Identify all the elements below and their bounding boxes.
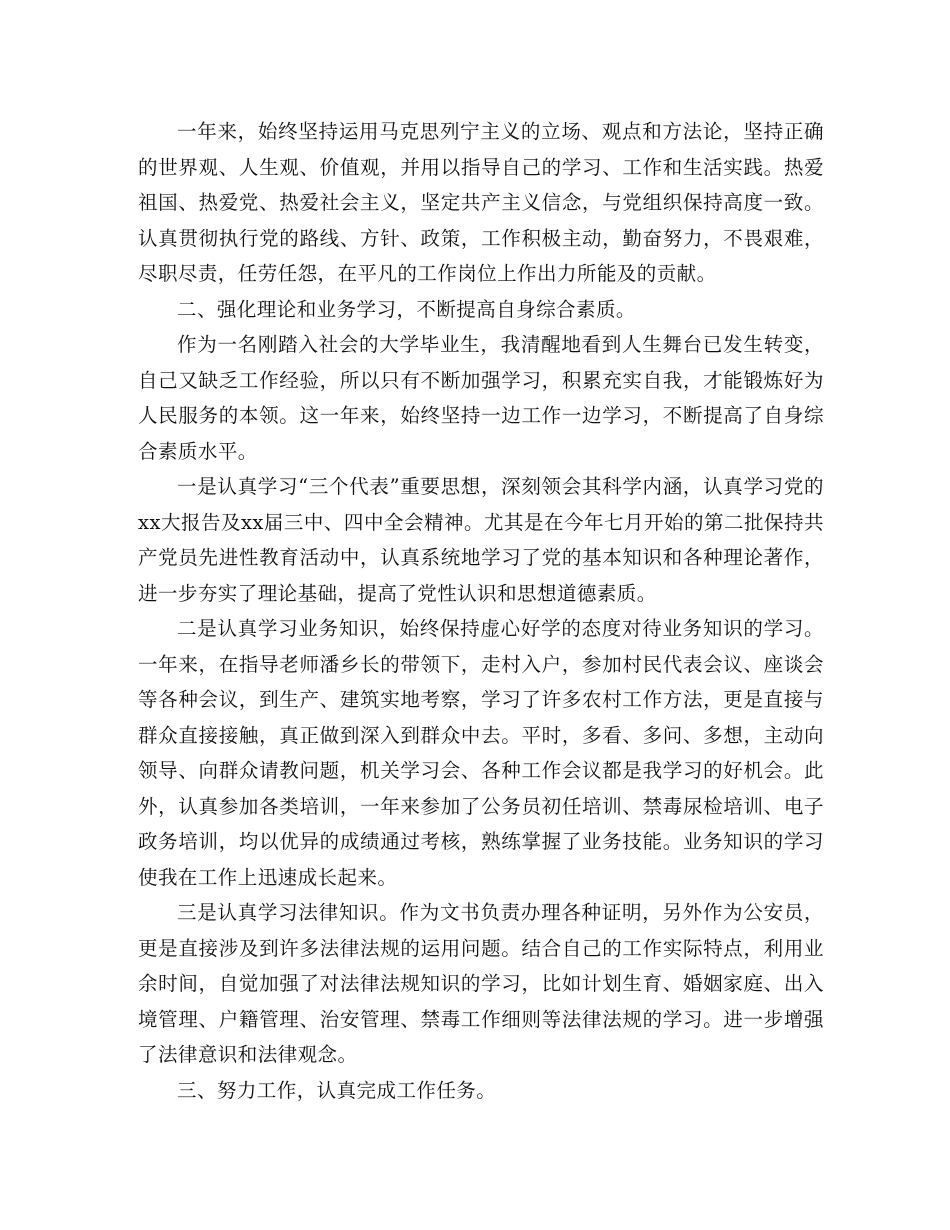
paragraph-theory-study: 一是认真学习“三个代表”重要思想，深刻领会其科学内涵，认真学习党的xx大报告及xx届三中、四中全会精神。尤其是在今年七月开始的第二批保持共产党员先进性教育活动中，认真系统地学习了党的基本知识和各种理论著作，进一步夯实了理论基础，提高了党性认识和思想道德素质。 <box>138 475 824 605</box>
paragraph-study-intro: 作为一名刚踏入社会的大学毕业生，我清醒地看到人生舞台已发生转变，自己又缺乏工作经验，所以只有不断加强学习，积累充实自我，才能锻炼好为人民服务的本领。这一年来，始终坚持一边工作一边学习，不断提高了自身综合素质水平。 <box>138 333 824 463</box>
section-heading-work: 三、努力工作，认真完成工作任务。 <box>177 1078 497 1102</box>
paragraph-overall-summary: 一年来，始终坚持运用马克思列宁主义的立场、观点和方法论，坚持正确的世界观、人生观、价值观，并用以指导自己的学习、工作和生活实践。热爱祖国、热爱党、热爱社会主义，坚定共产主义信念，与党组织保持高度一致。认真贯彻执行党的路线、方针、政策，工作积极主动，勤奋努力，不畏艰难，尽职尽责，任劳任怨，在平凡的工作岗位上作出力所能及的贡献。 <box>138 120 824 285</box>
section-heading-study: 二、强化理论和业务学习，不断提高自身综合素质。 <box>177 297 636 321</box>
paragraph-law-study: 三是认真学习法律知识。作为文书负责办理各种证明，另外作为公安员，更是直接涉及到许多法律法规的运用问题。结合自己的工作实际特点，利用业余时间，自觉加强了对法律法规知识的学习，比如计划生育、婚姻家庭、出入境管理、户籍管理、治安管理、禁毒工作细则等法律法规的学习。进一步增强了法律意识和法律观念。 <box>138 901 824 1066</box>
document-page <box>138 114 824 1108</box>
paragraph-business-study: 二是认真学习业务知识，始终保持虚心好学的态度对待业务知识的学习。一年来，在指导老师潘乡长的带领下，走村入户，参加村民代表会议、座谈会等各种会议，到生产、建筑实地考察，学习了许多农村工作方法，更是直接与群众直接接触，真正做到深入到群众中去。平时，多看、多问、多想，主动向领导、向群众请教问题，机关学习会、各种工作会议都是我学习的好机会。此外，认真参加各类培训，一年来参加了公务员初任培训、禁毒尿检培训、电子政务培训，均以优异的成绩通过考核，熟练掌握了业务技能。业务知识的学习使我在工作上迅速成长起来。 <box>138 617 824 889</box>
